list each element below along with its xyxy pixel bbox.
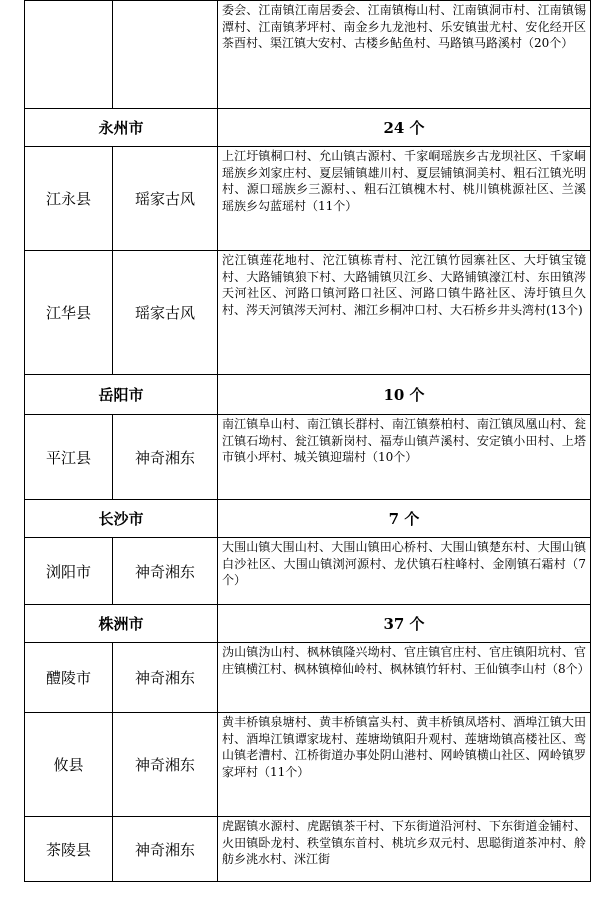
table-row xyxy=(25,251,591,375)
villages-cell: 南江镇阜山村、南江镇长群村、南江镇蔡柏村、南江镇凤凰山村、瓮江镇石坳村、瓮江镇新岗村、福寿山镇芦溪村、安定镇小田村、上塔市镇小坪村、城关镇迎瑞村（10个） xyxy=(218,415,591,500)
villages-cell: 大围山镇大围山村、大围山镇田心桥村、大围山镇楚东村、大围山镇白沙社区、大围山镇浏河源村、龙伏镇石柱峰村、金刚镇石霜村（7个） xyxy=(218,538,591,605)
village-table xyxy=(24,0,591,882)
city-count: 7 个 xyxy=(218,500,591,538)
county-cell: 江华县 xyxy=(25,251,113,375)
table-row xyxy=(25,415,591,500)
theme-cell: 神奇湘东 xyxy=(113,713,218,817)
table-row xyxy=(25,817,591,882)
city-row xyxy=(25,109,591,147)
theme-cell xyxy=(113,1,218,109)
villages-cell: 沱江镇莲花地村、沱江镇栋青村、沱江镇竹园寨社区、大圩镇宝镜村、大路铺镇狼下村、大路铺镇贝江乡、大路铺镇濠江村、东田镇涔天河社区、河路口镇河路口社区、河路口镇牛路社区、涛圩镇旦久村、涔天河镇涔天河村、湘江乡桐冲口村、大石桥乡井头湾村(13个) xyxy=(218,251,591,375)
theme-cell: 神奇湘东 xyxy=(113,415,218,500)
city-row xyxy=(25,605,591,643)
city-count: 37 个 xyxy=(218,605,591,643)
city-row xyxy=(25,375,591,415)
villages-cell: 上江圩镇桐口村、允山镇古源村、千家峒瑶族乡古龙坝社区、千家峒瑶族乡刘家庄村、夏层铺镇雄川村、夏层铺镇洞美村、粗石江镇光明村、源口瑶族乡三源村、、粗石江镇槐木村、桃川镇桃源社区、兰溪瑶族乡勾蓝瑶村（11个） xyxy=(218,147,591,251)
table-row xyxy=(25,147,591,251)
city-count: 10 个 xyxy=(218,375,591,415)
county-cell: 浏阳市 xyxy=(25,538,113,605)
county-cell: 平江县 xyxy=(25,415,113,500)
city-row xyxy=(25,500,591,538)
county-cell: 江永县 xyxy=(25,147,113,251)
city-count: 24 个 xyxy=(218,109,591,147)
theme-cell: 神奇湘东 xyxy=(113,643,218,713)
villages-cell: 虎踞镇水源村、虎踞镇茶干村、下东街道沿河村、下东街道金铺村、火田镇卧龙村、秩堂镇东首村、桃坑乡双元村、思聪街道茶冲村、舲舫乡洮水村、洣江街 xyxy=(218,817,591,882)
city-name: 株洲市 xyxy=(25,605,218,643)
county-cell: 茶陵县 xyxy=(25,817,113,882)
villages-cell: 黄丰桥镇泉塘村、黄丰桥镇富头村、黄丰桥镇凤塔村、酒埠江镇大田村、酒埠江镇谭家垅村、莲塘坳镇阳升观村、莲塘坳镇高楼社区、鸾山镇老漕村、江桥街道办事处阴山港村、网岭镇横山社区、网岭镇罗家坪村（11个） xyxy=(218,713,591,817)
villages-cell: 沩山镇沩山村、枫林镇隆兴坳村、官庄镇官庄村、官庄镇阳坑村、官庄镇横江村、枫林镇樟仙岭村、枫林镇竹轩村、王仙镇李山村（8个） xyxy=(218,643,591,713)
villages-cell: 委会、江南镇江南居委会、江南镇梅山村、江南镇洞市村、江南镇锡潭村、江南镇茅坪村、南金乡九龙池村、乐安镇蚩尤村、安化经开区茶酉村、渠江镇大安村、古楼乡鲇鱼村、马路镇马路溪村（20个） xyxy=(218,1,591,109)
table-row xyxy=(25,538,591,605)
city-name: 长沙市 xyxy=(25,500,218,538)
theme-cell: 瑶家古风 xyxy=(113,147,218,251)
county-cell: 醴陵市 xyxy=(25,643,113,713)
city-name: 永州市 xyxy=(25,109,218,147)
table-row xyxy=(25,643,591,713)
table-row xyxy=(25,1,591,109)
county-cell: 攸县 xyxy=(25,713,113,817)
table-row xyxy=(25,713,591,817)
theme-cell: 瑶家古风 xyxy=(113,251,218,375)
theme-cell: 神奇湘东 xyxy=(113,538,218,605)
county-cell xyxy=(25,1,113,109)
city-name: 岳阳市 xyxy=(25,375,218,415)
theme-cell: 神奇湘东 xyxy=(113,817,218,882)
